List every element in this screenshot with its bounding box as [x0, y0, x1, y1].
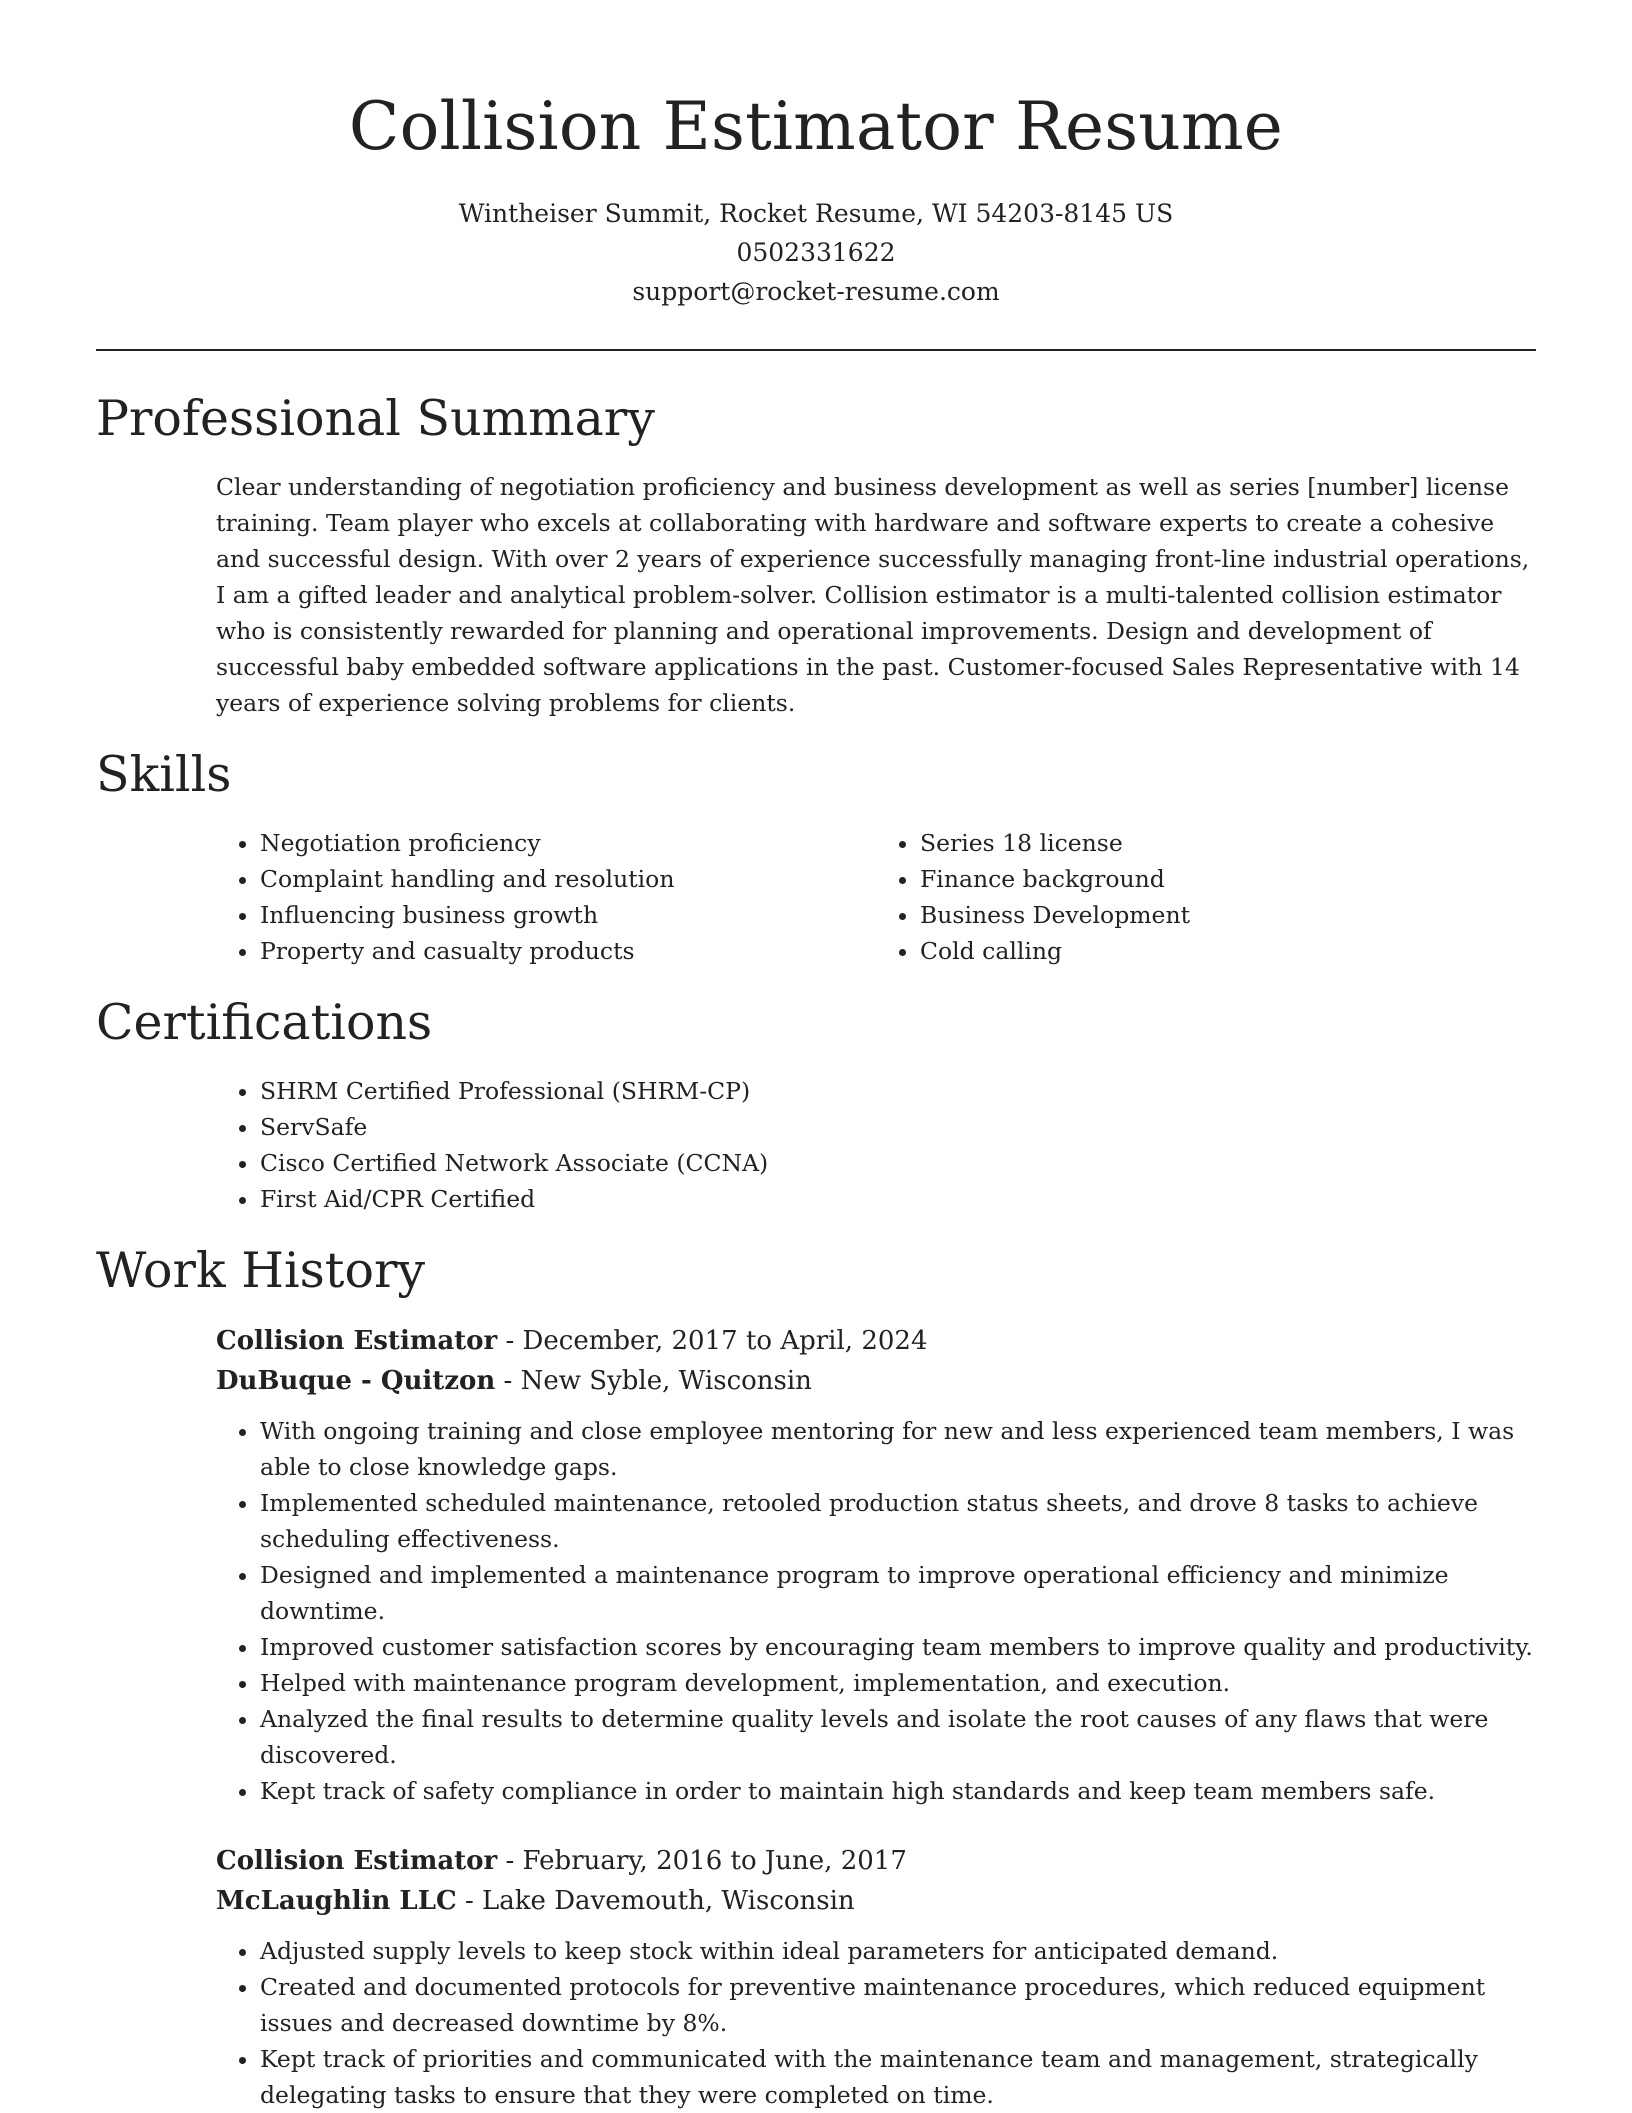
- resume-title: Collision Estimator Resume: [348, 88, 1284, 165]
- job-bullet: • Implemented scheduled maintenance, retooled production status sheets, and drove 8 tasks to achieve scheduling effectiveness.: [260, 1485, 1536, 1557]
- job-entry: [216, 1841, 1536, 2113]
- skill-item: • Negotiation proficiency: [260, 825, 876, 861]
- job-company-line: [216, 1881, 1536, 1921]
- contact-email: support@rocket-resume.com: [632, 277, 1000, 306]
- skill-item: • Business Development: [920, 897, 1536, 933]
- skills-heading: Skills: [96, 746, 232, 803]
- work-history-heading: Work History: [96, 1242, 426, 1299]
- summary-section: [96, 389, 1536, 721]
- skill-item: • Finance background: [920, 861, 1536, 897]
- job-bullet: • Created and documented protocols for preventive maintenance procedures, which reduced equipment issues and decreased downtime by 8%.: [260, 1969, 1536, 2041]
- skills-list-left: [216, 825, 876, 969]
- job-bullet: • Helped with maintenance program development, implementation, and execution.: [260, 1665, 1536, 1701]
- job-bullet: • With ongoing training and close employee mentoring for new and less experienced team members, I was able to close knowledge gaps.: [260, 1413, 1536, 1485]
- job-location: - New Syble, Wisconsin: [495, 1366, 812, 1396]
- certification-item: • Cisco Certified Network Associate (CCNA): [260, 1145, 1536, 1181]
- contact-address: Wintheiser Summit, Rocket Resume, WI 54203-8145 US: [458, 199, 1174, 228]
- skill-item: • Series 18 license: [920, 825, 1536, 861]
- contact-phone: 0502331622: [736, 238, 896, 267]
- certification-item: • SHRM Certified Professional (SHRM-CP): [260, 1073, 1536, 1109]
- job-role: Collision Estimator: [216, 1326, 498, 1356]
- certification-item: • First Aid/CPR Certified: [260, 1181, 1536, 1217]
- job-title-line: [216, 1841, 1536, 1881]
- certifications-list: [216, 1073, 1536, 1217]
- job-company: McLaughlin LLC: [216, 1886, 457, 1916]
- certification-item: • ServSafe: [260, 1109, 1536, 1145]
- job-location: - Lake Davemouth, Wisconsin: [456, 1886, 855, 1916]
- job-dates: - December, 2017 to April, 2024: [497, 1326, 928, 1356]
- skill-item: • Complaint handling and resolution: [260, 861, 876, 897]
- job-bullet: • Kept track of priorities and communicated with the maintenance team and management, strategically delegating tasks to ensure that they were completed on time.: [260, 2041, 1536, 2113]
- summary-text: Clear understanding of negotiation proficiency and business development as well as series [number] license training. Team player who excels at collaborating with hardware and software experts to create a cohesive and successful design. With over 2 years of experience successfully managing front-line industrial operations, I am a gifted leader and analytical problem-solver. Collision estimator is a multi-talented collision estimator who is consistently rewarded for planning and operational improvements. Design and development of successful baby embedded software applications in the past. Customer-focused Sales Representative with 14 years of experience solving problems for clients.: [216, 473, 1530, 717]
- job-entry: [216, 1321, 1536, 1809]
- certifications-section: [96, 993, 1536, 1217]
- job-bullets: [216, 1933, 1536, 2113]
- certifications-heading: Certifications: [96, 994, 433, 1051]
- work-history-section: [96, 1241, 1536, 2113]
- job-bullet: • Adjusted supply levels to keep stock within ideal parameters for anticipated demand.: [260, 1933, 1536, 1969]
- job-bullets: [216, 1413, 1536, 1809]
- job-company-line: [216, 1361, 1536, 1401]
- skills-section: [96, 745, 1536, 969]
- job-bullet: • Analyzed the final results to determine quality levels and isolate the root causes of any flaws that were discovered.: [260, 1701, 1536, 1773]
- job-title-line: [216, 1321, 1536, 1361]
- summary-heading: Professional Summary: [96, 390, 655, 447]
- skill-item: • Influencing business growth: [260, 897, 876, 933]
- job-company: DuBuque - Quitzon: [216, 1366, 496, 1396]
- skill-item: • Property and casualty products: [260, 933, 876, 969]
- job-bullet: • Designed and implemented a maintenance program to improve operational efficiency and minimize downtime.: [260, 1557, 1536, 1629]
- job-dates: - February, 2016 to June, 2017: [497, 1846, 907, 1876]
- job-bullet: • Improved customer satisfaction scores by encouraging team members to improve quality and productivity.: [260, 1629, 1536, 1665]
- header-divider: [96, 349, 1536, 351]
- skills-list-right: [876, 825, 1536, 969]
- skill-item: • Cold calling: [920, 933, 1536, 969]
- resume-header: [96, 82, 1536, 311]
- job-bullet: • Kept track of safety compliance in order to maintain high standards and keep team members safe.: [260, 1773, 1536, 1809]
- job-role: Collision Estimator: [216, 1846, 498, 1876]
